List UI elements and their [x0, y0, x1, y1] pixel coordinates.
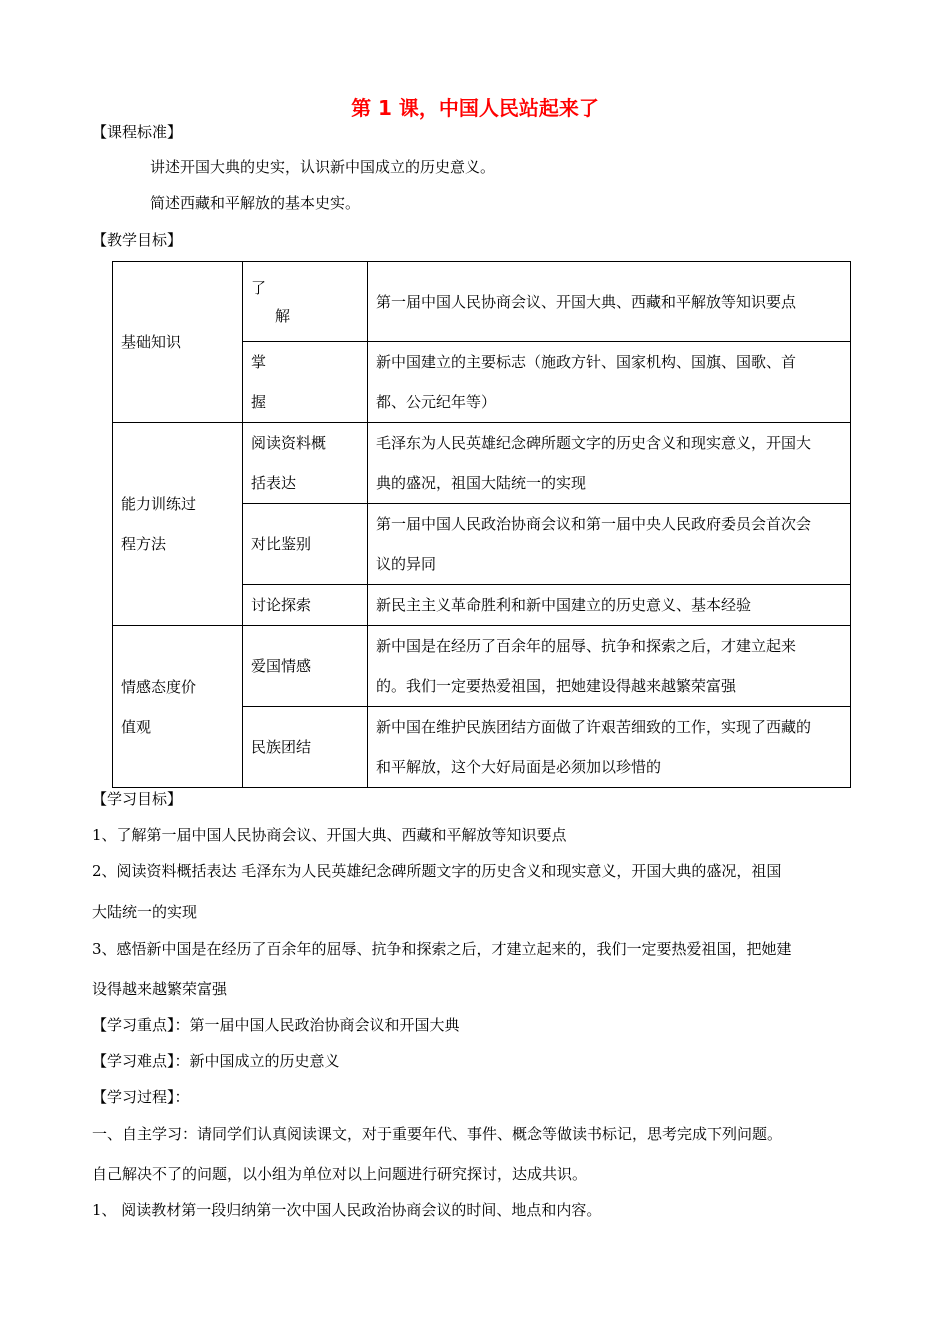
learning-goal-2-line-1: 2、阅读资料概括表达 毛泽东为人民英雄纪念碑所题文字的历史含义和现实意义，开国大典的盛况，祖国: [92, 862, 782, 880]
teaching-objectives-table: [112, 261, 851, 788]
content-patriot-line-1: 新中国是在经历了百余年的屈辱、抗争和探索之后，才建立起来: [376, 637, 797, 655]
standard-item-1: 讲述开国大典的史实，认识新中国成立的历史意义。: [150, 158, 496, 176]
label-master-top: 掌: [251, 353, 267, 371]
content-compare: [368, 504, 851, 585]
label-master-bottom: 握: [251, 393, 267, 411]
label-read-line-1: 阅读资料概: [251, 434, 327, 452]
content-read: [368, 423, 851, 504]
self-study-line-2: 自己解决不了的问题，以小组为单位对以上问题进行研究探讨，达成共识。: [92, 1165, 588, 1183]
label-understand: [243, 262, 368, 342]
learning-goal-3-line-2: 设得越来越繁荣富强: [92, 980, 228, 998]
category-emotion: [113, 626, 243, 788]
label-understand-bottom: 解: [275, 306, 291, 325]
key-point: 【学习重点】：第一届中国人民政治协商会议和开国大典: [92, 1016, 460, 1034]
process-heading: 【学习过程】：: [92, 1088, 190, 1106]
standard-heading: 【课程标准】: [92, 123, 183, 141]
category-ability: [113, 423, 243, 626]
content-unity-line-2: 和平解放，这个大好局面是必须加以珍惜的: [376, 758, 662, 776]
content-read-line-2: 典的盛况，祖国大陆统一的实现: [376, 474, 587, 492]
content-compare-line-1: 第一届中国人民政治协商会议和第一届中央人民政府委员会首次会: [376, 515, 812, 533]
label-read: [243, 423, 368, 504]
page-title: 第 1 课，中国人民站起来了: [351, 96, 599, 120]
self-study-line-1: 一、自主学习：请同学们认真阅读课文，对于重要年代、事件、概念等做读书标记，思考完成下列问题。: [92, 1125, 783, 1143]
category-basic: 基础知识: [113, 262, 243, 423]
label-compare: 对比鉴别: [243, 504, 368, 585]
learning-goal-3-line-1: 3、感悟新中国是在经历了百余年的屈辱、抗争和探索之后，才建立起来的，我们一定要热爱祖国，把她建: [92, 940, 792, 958]
difficulty: 【学习难点】：新中国成立的历史意义: [92, 1052, 340, 1070]
content-patriot-line-2: 的。我们一定要热爱祖国，把她建设得越来越繁荣富强: [376, 677, 737, 695]
label-read-line-2: 括表达: [251, 474, 297, 492]
content-master-line-2: 都、公元纪年等）: [376, 393, 497, 411]
content-understand: 第一届中国人民协商会议、开国大典、西藏和平解放等知识要点: [368, 262, 851, 342]
label-master: [243, 342, 368, 423]
content-master-line-1: 新中国建立的主要标志（施政方针、国家机构、国旗、国歌、首: [376, 353, 797, 371]
category-ability-line-1: 能力训练过: [121, 495, 197, 513]
teaching-heading: 【教学目标】: [92, 231, 183, 249]
standard-item-2: 简述西藏和平解放的基本史实。: [150, 194, 361, 212]
content-unity-line-1: 新中国在维护民族团结方面做了许艰苦细致的工作，实现了西藏的: [376, 718, 812, 736]
learning-goal-2-line-2: 大陆统一的实现: [92, 903, 198, 921]
content-master: [368, 342, 851, 423]
label-discuss: 讨论探索: [243, 585, 368, 626]
learning-heading: 【学习目标】: [92, 790, 183, 808]
label-unity: 民族团结: [243, 707, 368, 788]
category-emotion-line-1: 情感态度价: [121, 677, 197, 696]
content-patriot: [368, 626, 851, 707]
question-1: 1、 阅读教材第一段归纳第一次中国人民政治协商会议的时间、地点和内容。: [92, 1201, 602, 1219]
category-emotion-line-2: 值观: [121, 717, 152, 736]
category-ability-line-2: 程方法: [121, 535, 167, 553]
content-unity: [368, 707, 851, 788]
content-compare-line-2: 议的异同: [376, 555, 437, 573]
label-patriot: 爱国情感: [243, 626, 368, 707]
label-understand-top: 了: [251, 278, 267, 297]
content-read-line-1: 毛泽东为人民英雄纪念碑所题文字的历史含义和现实意义，开国大: [376, 434, 812, 452]
learning-goal-1: 1、了解第一届中国人民协商会议、开国大典、西藏和平解放等知识要点: [92, 826, 567, 844]
content-discuss: 新民主主义革命胜利和新中国建立的历史意义、基本经验: [368, 585, 851, 626]
